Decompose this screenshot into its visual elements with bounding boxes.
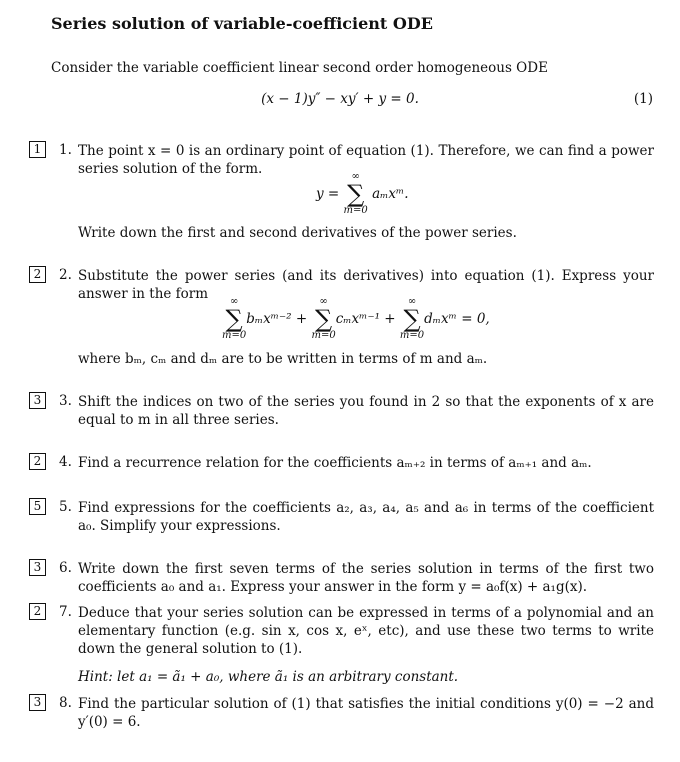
marks-box: 1	[29, 141, 46, 158]
series-equation	[316, 172, 409, 216]
sum-lower: m=0	[222, 330, 247, 341]
sum-upper: ∞	[229, 296, 239, 307]
marks-box: 2	[29, 453, 46, 470]
question-text: Find expressions for the coefficients a₂, a₃, a₄, a₅ and a₆ in terms of the coefficient a₀. Simplify your expressions.	[78, 500, 654, 534]
series-lhs: y =	[316, 186, 344, 202]
main-equation: (x − 1)y″ − xy′ + y = 0.	[261, 91, 419, 107]
marks-box: 3	[29, 694, 46, 711]
sum-term: dₘxᵐ = 0,	[424, 311, 490, 327]
three-sum-equation: ∞ ∑ m=0 bₘxᵐ⁻² + ∞ ∑ m=0 cₘxᵐ⁻¹ + ∞ ∑ m=0 dₘxᵐ = 0,	[222, 296, 490, 341]
question-number: 3.	[59, 393, 72, 409]
page-title: Series solution of variable-coefficient ODE	[51, 14, 433, 33]
question-number: 8.	[59, 695, 72, 711]
sum-upper: ∞	[407, 296, 417, 307]
intro-text: Consider the variable coefficient linear second order homogeneous ODE	[51, 60, 548, 76]
question-number: 1.	[59, 142, 72, 158]
equation-number: (1)	[633, 91, 653, 107]
marks-box: 5	[29, 498, 46, 515]
question-text: Find a recurrence relation for the coefficients aₘ₊₂ in terms of aₘ₊₁ and aₘ.	[78, 455, 592, 471]
sum-lower: m=0	[311, 330, 336, 341]
question-number: 2.	[59, 267, 72, 283]
sum-term: cₘxᵐ⁻¹ +	[335, 311, 400, 327]
hint-text: Hint: let a₁ = ã₁ + a₀, where ã₁ is an arbitrary constant.	[78, 669, 459, 685]
sum-upper: ∞	[319, 296, 328, 307]
sum-upper: ∞	[351, 171, 360, 182]
question-number: 6.	[59, 560, 72, 576]
question-text: Write down the first seven terms of the series solution in terms of the first two coefficients a₀ and a₁. Express your answer in the form y = a₀f(x) + a₁g(x).	[78, 561, 654, 595]
marks-box: 2	[29, 603, 46, 620]
question-number: 7.	[59, 604, 72, 620]
question-text: Deduce that your series solution can be expressed in terms of a polynomial and an elementary function (e.g. sin x, cos x, eˣ, etc), and use these two terms to write down the general solution to (1).	[78, 605, 654, 657]
question-followup: where bₘ, cₘ and dₘ are to be written in terms of m and aₘ.	[78, 351, 488, 367]
marks-box: 3	[29, 559, 46, 576]
question-followup: Write down the first and second derivatives of the power series.	[78, 225, 517, 241]
sum-lower: m=0	[343, 205, 368, 216]
question-number: 4.	[59, 454, 72, 470]
question-text: Shift the indices on two of the series you found in 2 so that the exponents of x are equal to m in all three series.	[78, 394, 654, 428]
question-number: 5.	[59, 499, 72, 515]
sum-lower: m=0	[399, 330, 425, 341]
question-text: Substitute the power series (and its derivatives) into equation (1). Express your answer in the form	[78, 268, 654, 302]
question-text: The point x = 0 is an ordinary point of equation (1). Therefore, we can find a power series solution of the form.	[78, 143, 654, 177]
question-text: Find the particular solution of (1) that satisfies the initial conditions y(0) = −2 and y′(0) = 6.	[78, 696, 654, 730]
marks-box: 3	[29, 392, 46, 409]
marks-box: 2	[29, 266, 46, 283]
sum-symbol: ∞ ∑ m=0	[343, 171, 368, 216]
sum-term: bₘxᵐ⁻² +	[246, 311, 312, 327]
series-term: aₘxᵐ.	[372, 186, 409, 202]
